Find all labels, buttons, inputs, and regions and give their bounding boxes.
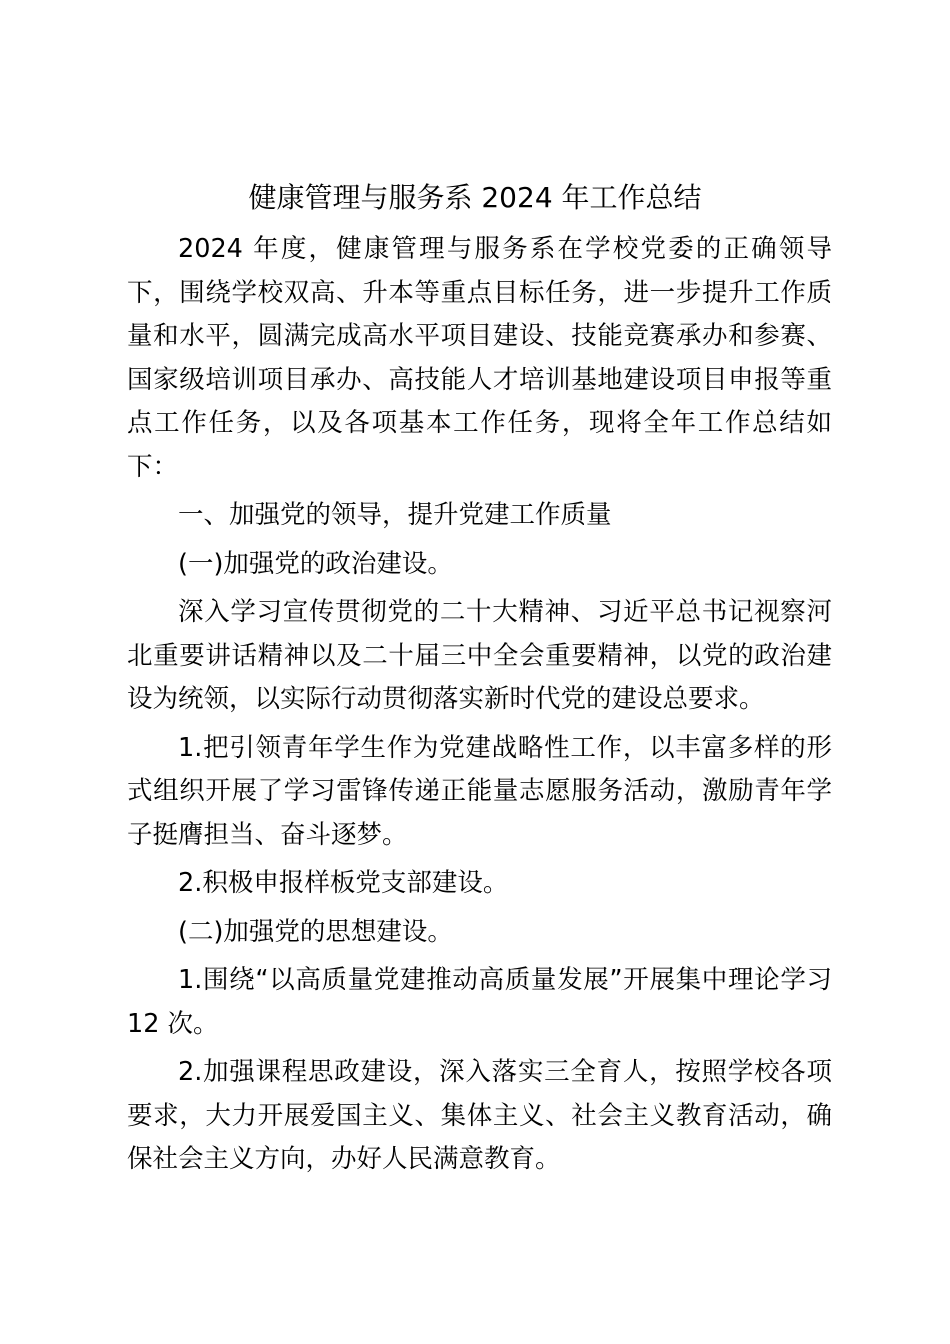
list-item: 2.积极申报样板党支部建设。 [178,868,509,898]
body-paragraph: 深入学习宣传贯彻党的二十大精神、习近平总书记视察河北重要讲话精神以及二十届三中全会重要精神，以党的政治建设为统领，以实际行动贯彻落实新时代党的建设总要求。 [127,597,832,714]
subsection-heading-1: (一)加强党的政治建设。 [178,548,453,579]
section-heading-1: 一、加强党的领导，提升党建工作质量 [178,500,612,530]
document-title: 健康管理与服务系 2024 年工作总结 [248,181,702,214]
intro-paragraph: 2024 年度，健康管理与服务系在学校党委的正确领导下，围绕学校双高、升本等重点目标任务，进一步提升工作质量和水平，圆满完成高水平项目建设、技能竞赛承办和参赛、国家级培训项目承办、高技能人才培训基地建设项目申报等重点工作任务，以及各项基本工作任务，现将全年工作总结如下： [127,234,832,482]
list-item: 2.加强课程思政建设，深入落实三全育人，按照学校各项要求，大力开展爱国主义、集体主义、社会主义教育活动，确保社会主义方向，办好人民满意教育。 [127,1057,832,1174]
list-item: 1.把引领青年学生作为党建战略性工作，以丰富多样的形式组织开展了学习雷锋传递正能量志愿服务活动，激励青年学子挺膺担当、奋斗逐梦。 [127,732,832,850]
subsection-heading-2: (二)加强党的思想建设。 [178,916,453,947]
document-body [127,228,832,1187]
list-item: 1.围绕“以高质量党建推动高质量发展”开展集中理论学习 12 次。 [127,965,832,1039]
